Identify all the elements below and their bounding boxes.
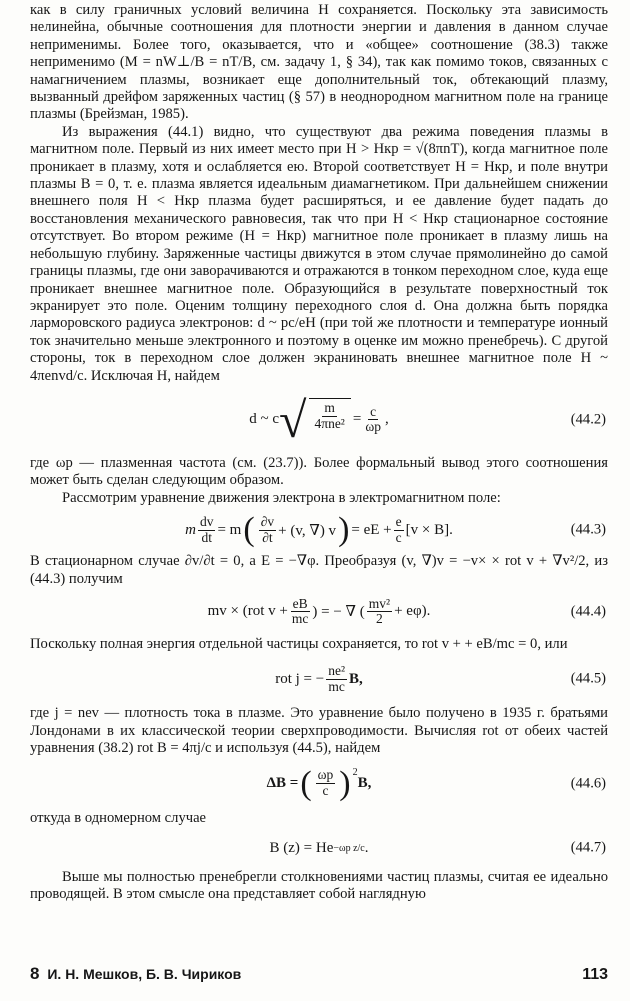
equation-44-3: m $\frac{dv}{dt}$ = m ( $\frac{\partial v}{\partial t}$ + (v, ∇) v ) = eE + $\frac{e}{c}$ [v × B]. (44.3) xyxy=(185,511,606,549)
eq442-number: (44.2) xyxy=(570,411,606,428)
paragraph-1: как в силу граничных условий величина H сохраняется. Поскольку эта зависимость нелинейна, обычные соотношения для плотности энергии и давления в данном случае неприменимы. Более того, оказывается, что и «общее» соотношение (38.3) также неприменимо (M = nW⊥/B = nT/B, см. задачу 1, § 34), так как помимо токов, связанных с намагничением плазмы, возникает еще дополнительный ток, обтекающий плазму, вызванный дрейфом заряженных частиц (§ 57) в неоднородном магнитном поле на границе плазмы (Брейзман, 1985). xyxy=(30,2,608,123)
eq442-frac-den: ωp xyxy=(365,419,381,435)
radical-sign: √ xyxy=(279,391,307,448)
equation-44-2 xyxy=(30,385,608,455)
paragraph-5: В стационарном случае ∂v/∂t = 0, а E = −∇φ. Преобразуя (v, ∇)v = −v× × rot v + ∇v²/2, из (44.3) получим xyxy=(30,553,608,587)
eq442-sqrt-num: m xyxy=(324,400,335,416)
page-footer xyxy=(30,964,608,984)
equation-44-7: B (z) = He −ωp z/c . (44.7) xyxy=(269,839,606,856)
eq447-number: (44.7) xyxy=(570,839,606,856)
eq442-sqrt xyxy=(279,391,353,448)
equation-44-6: ΔB = ( $\frac{\omega p}{c}$ ) $^2$ B, (44.6) xyxy=(266,764,606,802)
paragraph-2: Из выражения (44.1) видно, что существуют два режима поведения плазмы в магнитном поле. Первый из них имеет место при H > Hкр = √(8πnT), когда магнитное поле проникает в плазму, хотя и ослабляется ею. Второй соответствует H = Hкр, и поле внутри плазмы B = 0, т. е. плазма является идеальным диамагнетиком. При дальнейшем снижении внешнего поля H < Hкр плазма будет расширяться, и ее давление будет падать до восстановления механического равновесия, так что при H < Hкр стационарное состояние отсутствует. Во втором режиме (H = Hкр) магнитное поле проникает в плазму лишь на небольшую глубину. Заряженные частицы движутся в этом случае прямолинейно до самой границы плазмы, где они заворачиваются и отражаются в тонком переходном слое, куда еще проникает внешнее магнитное поле. Образующийся в результате поверхностный ток экранирует это поле. Оценим толщину переходного слоя d. Она должна быть порядка ларморовского радиуса электронов: d ~ pc/eH (при той же плотности и температуре ионный ток значительно меньше электронного и поэтому в оценке им можно пренебречь). С другой стороны, ток в переходном слое должен экраниновать внешнее магнитное поле H ~ 4πenvd/c. Исключая H, найдем xyxy=(30,123,608,384)
eq445-number: (44.5) xyxy=(570,670,606,687)
eq444-number: (44.4) xyxy=(570,603,606,620)
eq442-sqrt-den: 4πne² xyxy=(314,415,345,431)
eq442-rel: = xyxy=(352,411,362,428)
eq442-tail: , xyxy=(384,411,389,428)
eq442-lhs: d ~ c xyxy=(249,411,280,428)
eq443-number: (44.3) xyxy=(570,521,606,538)
paragraph-9: Выше мы полностью пренебрегли столкновениями частиц плазмы, считая ее идеально проводящей. В этом смысле она представляет собой наглядную xyxy=(30,869,608,903)
paragraph-8: откуда в одномерном случае xyxy=(30,809,207,826)
equation-44-4: mv × (rot v + $\frac{eB}{mc}$ ) = − ∇ ( $\frac{\text{mv²}}{2}$ + eφ). (44.4) xyxy=(207,595,606,627)
paragraph-4: Рассмотрим уравнение движения электрона в электромагнитном поле: xyxy=(62,489,501,506)
paragraph-7: где j = nev — плотность тока в плазме. Это уравнение было получено в 1935 г. братьями Лондонами в их классической теории сверхпроводимости. Вычисляя rot от обеих частей уравнения (38.2) rot B = 4πj/c и используя (44.5), найдем xyxy=(30,705,608,757)
eq442-frac-num: c xyxy=(370,403,377,419)
page-number: 113 xyxy=(582,966,608,983)
signature xyxy=(30,964,241,984)
paragraph-3: где ωp — плазменная частота (см. (23.7)). Более формальный вывод этого соотношения может быть сделан следующим образом. xyxy=(30,454,608,489)
equation-44-5: rot j = − $\frac{\text{ne²}}{mc}$ B, (44.5) xyxy=(275,663,606,694)
paragraph-6: Поскольку полная энергия отдельной частицы сохраняется, то rot v + + eB/mc = 0, или xyxy=(30,635,568,652)
page-body xyxy=(30,2,608,904)
signature-authors: И. Н. Мешков, Б. В. Чириков xyxy=(47,966,242,982)
eq446-number: (44.6) xyxy=(570,775,606,792)
signature-number: 8 xyxy=(30,964,40,983)
